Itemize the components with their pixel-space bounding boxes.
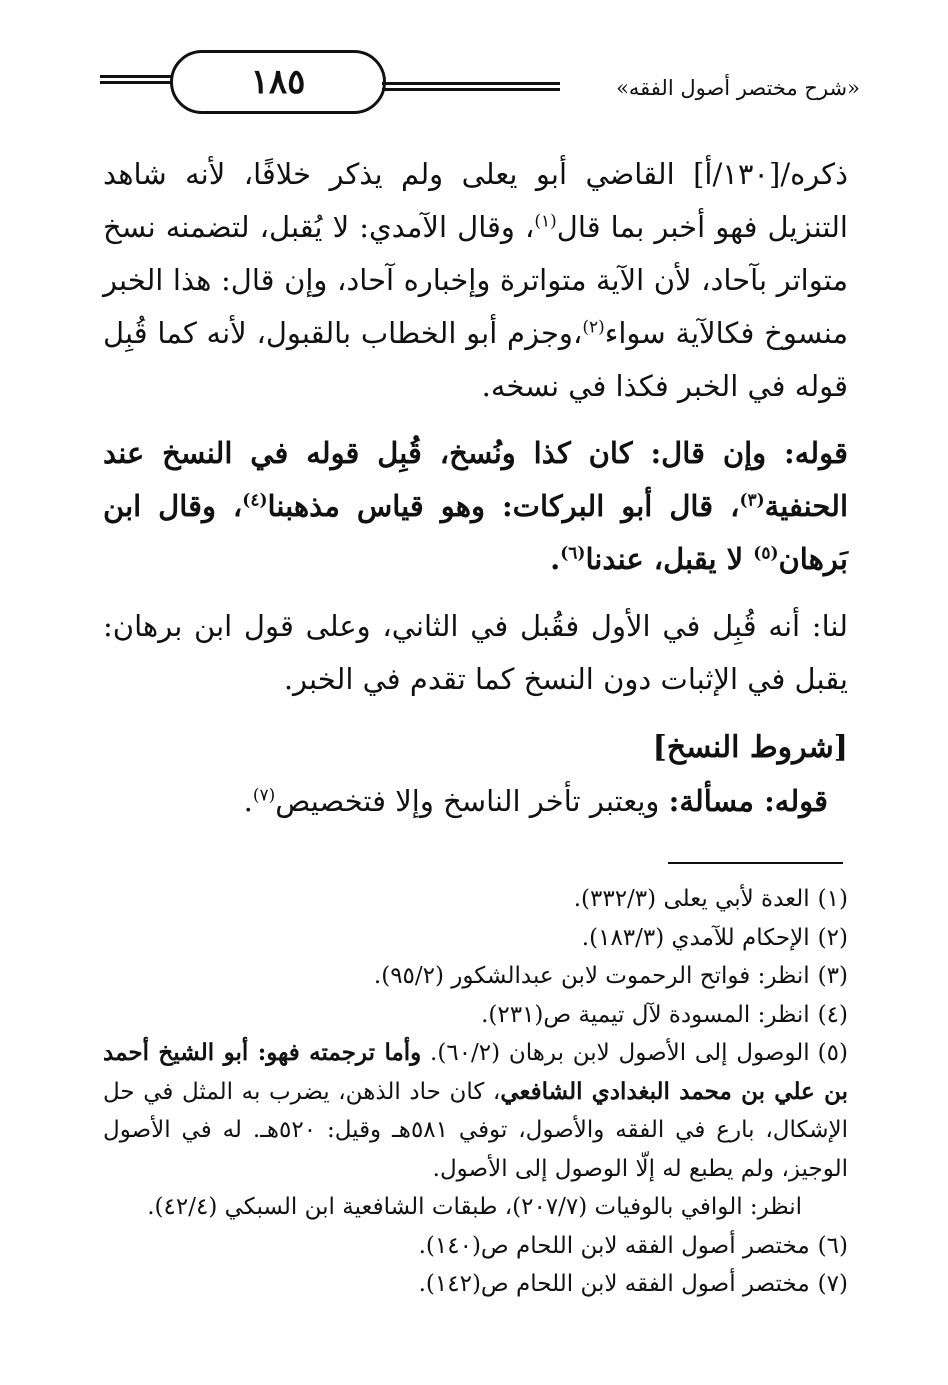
paragraph-1: ذكره/[١٣٠/أ] القاضي أبو يعلى ولم يذكر خلافًا، لأنه شاهد التنزيل فهو أخبر بما قال$^{(١)}$، وقال الآمدي: لا يُقبل، لتضمنه نسخ متواتر بآحاد، لأن الآية متواترة وإخباره آحاد، وإن قال: هذا الخبر منسوخ فكالآية سواء$^{(٢)}$،وجزم أبو الخطاب بالقبول، لأنه كما قُبِل قوله في الخبر فكذا في نسخه. [103, 157, 848, 403]
footnote-ref-4: (٤) [242, 490, 268, 511]
footnote-ref-7: (٧) [252, 785, 276, 806]
footnote-ref-2: (٢) [582, 317, 605, 338]
footnote-ref-3: (٣) [739, 490, 765, 511]
footnote-4: (٤)انظر: المسودة لآل تيمية ص(٢٣١). [481, 1001, 848, 1028]
footnote-1: (١)العدة لأبي يعلى (٣٣٢/٣). [573, 886, 848, 912]
header-rule-right [382, 82, 560, 96]
rule-paragraph: قوله: مسألة: ويعتبر تأخر الناسخ وإلا فتخصيص$^{(٧)}$. [243, 784, 828, 818]
paragraph-2-quote: قوله: وإن قال: كان كذا ونُسخ، قُبِل قوله في النسخ عند الحنفية$^{(٣)}$، قال أبو البركات: وهو قياس مذهبنا$^{(٤)}$، وقال ابن بَرهان$^{(٥)}$ لا يقبل، عندنا$^{(٦)}$. [103, 436, 849, 576]
footnote-separator [668, 862, 843, 864]
footnote-7: (٧)مختصر أصول الفقه لابن اللحام ص(١٤٢). [418, 1271, 848, 1297]
footnote-3: (٣)انظر: فواتح الرحموت لابن عبدالشكور (٩٥/٢). [373, 963, 848, 989]
section-heading: [شروط النسخ] [652, 730, 848, 765]
page-header [100, 48, 860, 118]
header-rule-left [100, 75, 180, 89]
footnote-ref-1: (١) [534, 211, 557, 232]
footnote-ref-6: (٦) [560, 543, 586, 564]
footnotes [103, 880, 848, 1304]
footnote-5-continuation: انظر: الوافي بالوفيات (٢٠٧/٧)، طبقات الشافعية ابن السبكي (٤٢/٤). [147, 1194, 802, 1220]
running-title: «شرح مختصر أصول الفقه» [616, 76, 860, 100]
main-text [103, 148, 848, 706]
page-number: ١٨٥ [170, 50, 386, 114]
footnote-2: (٢)الإحكام للآمدي (١٨٣/٣). [581, 924, 848, 951]
paragraph-3: لنا: أنه قُبِل في الأول فقُبل في الثاني، وعلى قول ابن برهان: يقبل في الإثبات دون النسخ كما تقدم في الخبر. [103, 609, 848, 696]
footnote-5: (٥)الوصول إلى الأصول لابن برهان (٦٠/٢). وأما ترجمته فهو: أبو الشيخ أحمد بن علي بن محمد البغدادي الشافعي، كان حاد الذهن، يضرب به المثل في حل الإشكال، بارع في الفقه والأصول، توفي ٥٨١هـ وقيل: ٥٢٠هـ. له في الأصول الوجيز، ولم يطبع له إلّا الوصول إلى الأصول. [103, 1039, 848, 1182]
footnote-6: (٦)مختصر أصول الفقه لابن اللحام ص(١٤٠). [418, 1232, 848, 1259]
footnote-ref-5: (٥) [753, 543, 779, 564]
